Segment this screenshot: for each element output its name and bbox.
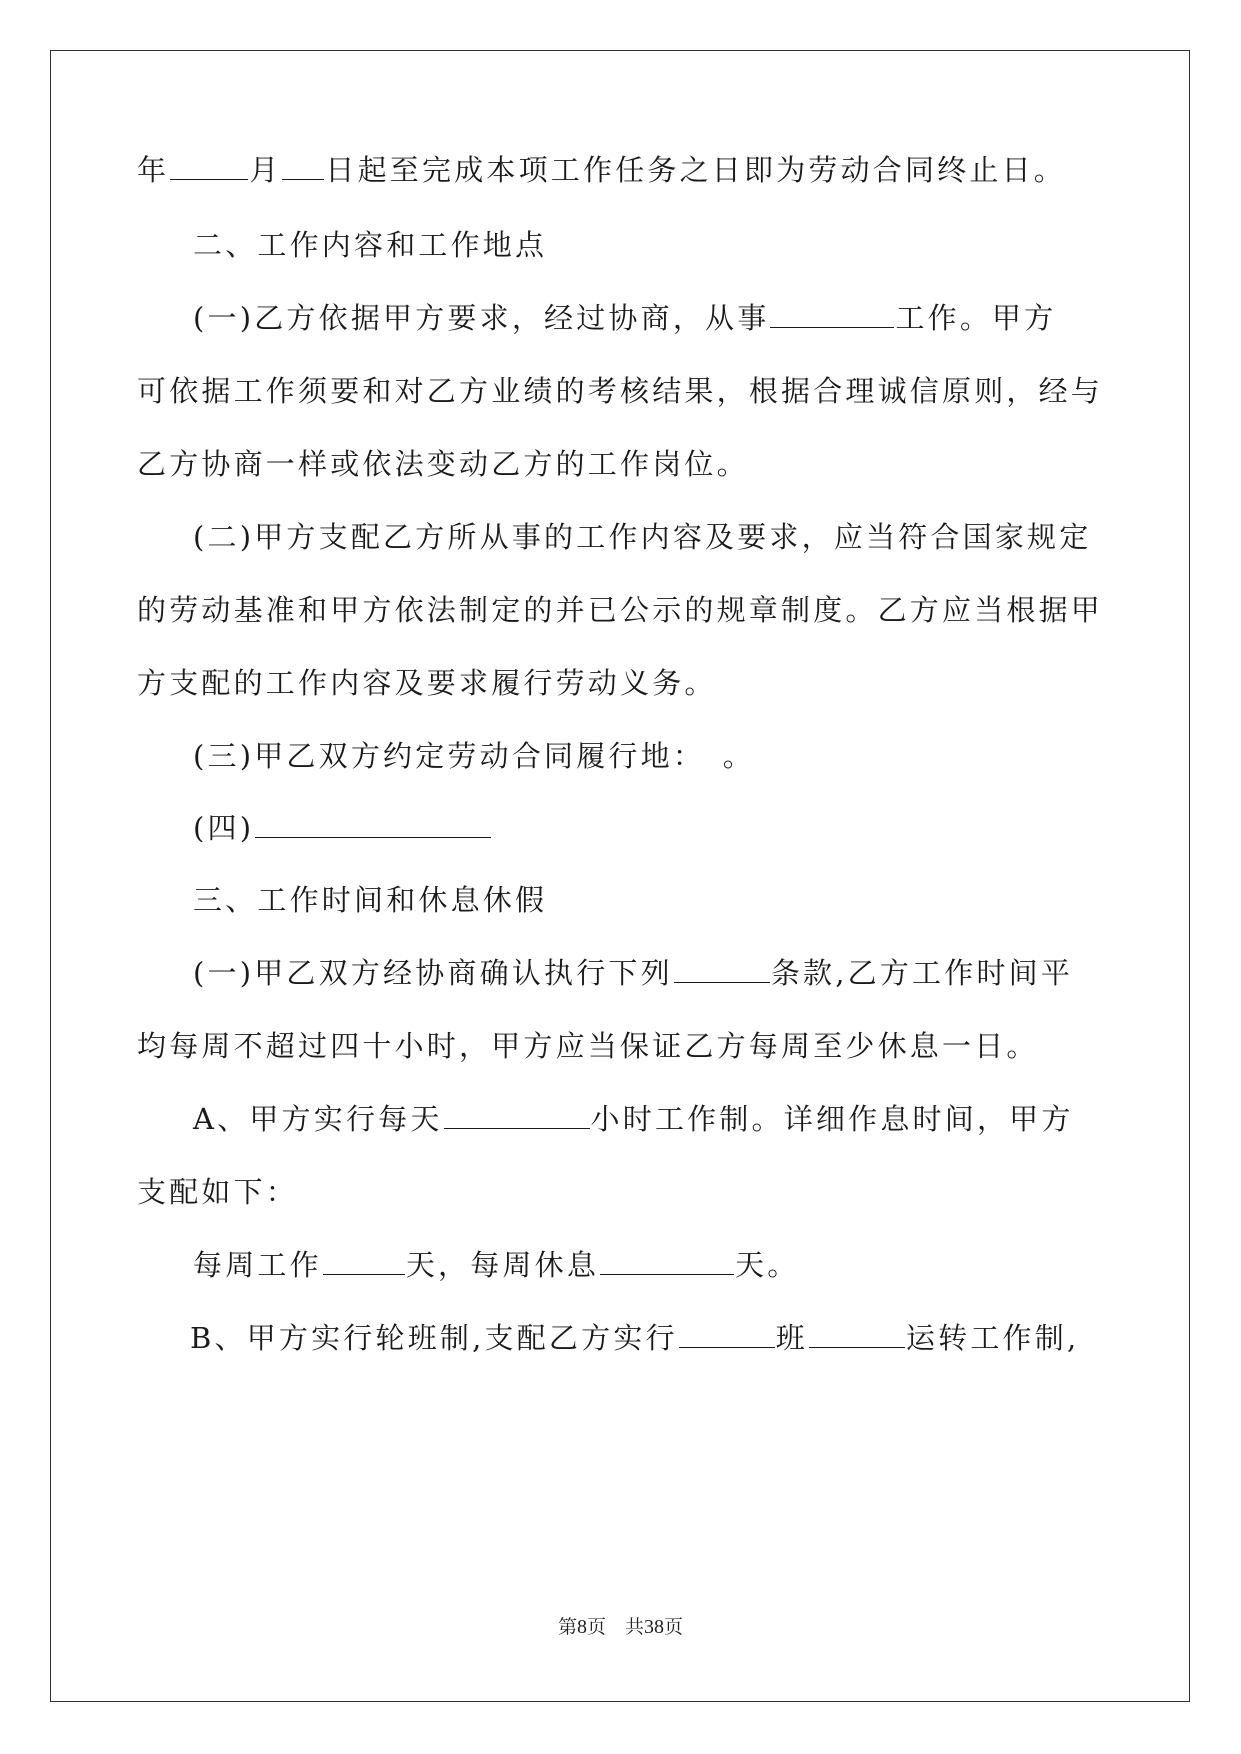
text-line-16: 每周工作 天，每周休息 天。 [193, 1245, 799, 1285]
blank-field-workdays [323, 1245, 405, 1275]
blank-field-clause [674, 953, 770, 983]
text-line-1: 年 月 日起至完成本项工作任务之日即为劳动合同终止日。 [137, 150, 1066, 190]
text-line-3: (一)乙方依据甲方要求，经过协商，从事 工作。甲方 [193, 298, 1056, 338]
text-line-14: A、甲方实行每天 小时工作制。详细作息时间，甲方 [193, 1099, 1074, 1139]
page-total: 38 [644, 1616, 664, 1638]
text-line-5: 乙方协商一样或依法变动乙方的工作岗位。 [137, 447, 749, 481]
text-line-10: (四) [193, 808, 492, 848]
page-number: 8 [576, 1616, 587, 1638]
text-line-13: 均每周不超过四十小时，甲方应当保证乙方每周至少休息一日。 [137, 1029, 1039, 1063]
text-line-8: 方支配的工作内容及要求履行劳动义务。 [137, 666, 717, 700]
text-line-7: 的劳动基准和甲方依法制定的并已公示的规章制度。乙方应当根据甲 [137, 593, 1104, 627]
section-heading-2: 二、工作内容和工作地点 [193, 228, 548, 262]
blank-field-item4 [255, 808, 491, 838]
blank-field-month [282, 150, 324, 180]
text-line-17: B、甲方实行轮班制,支配乙方实行 班 运转工作制, [190, 1318, 1079, 1358]
text-line-12: (一)甲乙双方经协商确认执行下列 条款,乙方工作时间平 [193, 953, 1073, 993]
blank-field-restdays [600, 1245, 734, 1275]
section-heading-3: 三、工作时间和休息休假 [193, 883, 548, 917]
text-line-6: (二)甲方支配乙方所从事的工作内容及要求，应当符合国家规定 [193, 520, 1092, 554]
blank-field-hours [444, 1099, 590, 1129]
page-footer: 第8页 共38页 [557, 1616, 684, 1638]
blank-field-job [770, 298, 894, 328]
blank-field-rotation [809, 1318, 905, 1348]
blank-field-year [170, 150, 248, 180]
blank-field-shifts [679, 1318, 775, 1348]
text-line-4: 可依据工作须要和对乙方业绩的考核结果，根据合理诚信原则，经与 [137, 374, 1104, 408]
text-line-9: (三)甲乙双方约定劳动合同履行地： 。 [193, 739, 755, 773]
text-line-15: 支配如下： [137, 1175, 299, 1209]
